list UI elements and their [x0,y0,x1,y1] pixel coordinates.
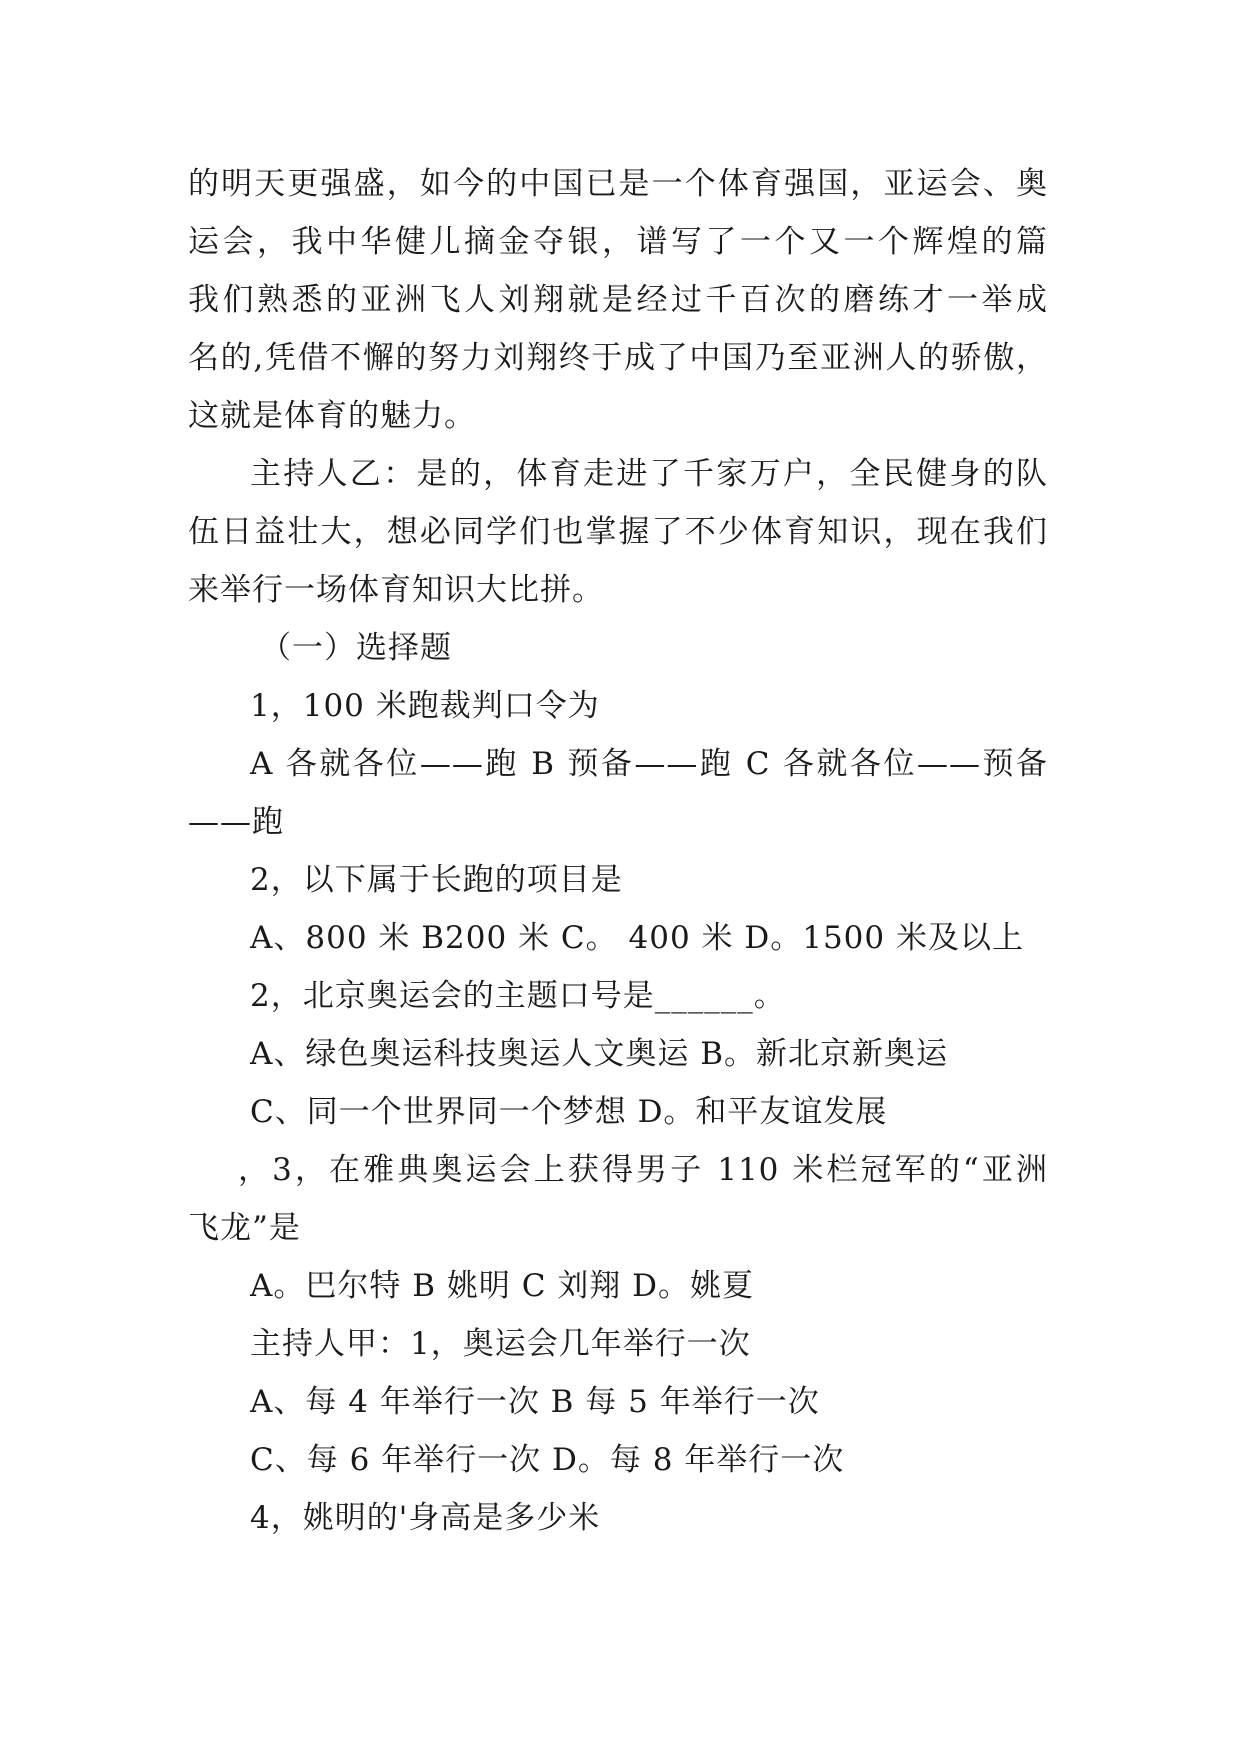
host-b-line: 主持人乙：是的，体育走进了千家万户，全民健身的队 [250,456,1048,492]
section-title: （一）选择题 [260,630,452,666]
paragraph-line: 运会，我中华健儿摘金夺银，谱写了一个又一个辉煌的篇 [188,224,1048,260]
paragraph-line: 我们熟悉的亚洲飞人刘翔就是经过千百次的磨练才一举成 [188,282,1048,318]
question-3-options: A。巴尔特 B 姚明 C 刘翔 D。姚夏 [250,1268,755,1304]
question-1: 1，100 米跑裁判口令为 [250,688,600,724]
host-a-options: C、每 6 年举行一次 D。每 8 年举行一次 [250,1442,845,1478]
question-2: 2，以下属于长跑的项目是 [250,862,623,898]
paragraph-line: 的明天更强盛，如今的中国已是一个体育强国，亚运会、奥 [188,166,1048,202]
question-1-options: A 各就各位——跑 B 预备——跑 C 各就各位——预备 [250,746,1048,782]
host-b-line: 来举行一场体育知识大比拼。 [188,572,604,608]
document-page [188,155,1048,1547]
question-2b-options: A、绿色奥运科技奥运人文奥运 B。新北京新奥运 [250,1036,949,1072]
question-2b-options: C、同一个世界同一个梦想 D。和平友谊发展 [250,1094,888,1130]
question-2b: 2，北京奥运会的主题口号是______。 [250,978,786,1014]
question-3: ，3，在雅典奥运会上获得男子 110 米栏冠军的“亚洲 [238,1152,1048,1188]
question-4: 4，姚明的'身高是多少米 [250,1500,601,1536]
paragraph-line: 名的,凭借不懈的努力刘翔终于成了中国乃至亚洲人的骄傲， [188,340,1048,376]
question-1-options-cont: ——跑 [188,804,284,840]
host-a-options: A、每 4 年举行一次 B 每 5 年举行一次 [250,1384,820,1420]
host-a-question: 主持人甲：1，奥运会几年举行一次 [250,1326,751,1362]
question-2-options: A、800 米 B200 米 C。 400 米 D。1500 米及以上 [250,920,1024,956]
question-3-cont: 飞龙”是 [188,1210,301,1246]
paragraph-line: 这就是体育的魅力。 [188,398,476,434]
host-b-line: 伍日益壮大，想必同学们也掌握了不少体育知识，现在我们 [188,514,1048,550]
